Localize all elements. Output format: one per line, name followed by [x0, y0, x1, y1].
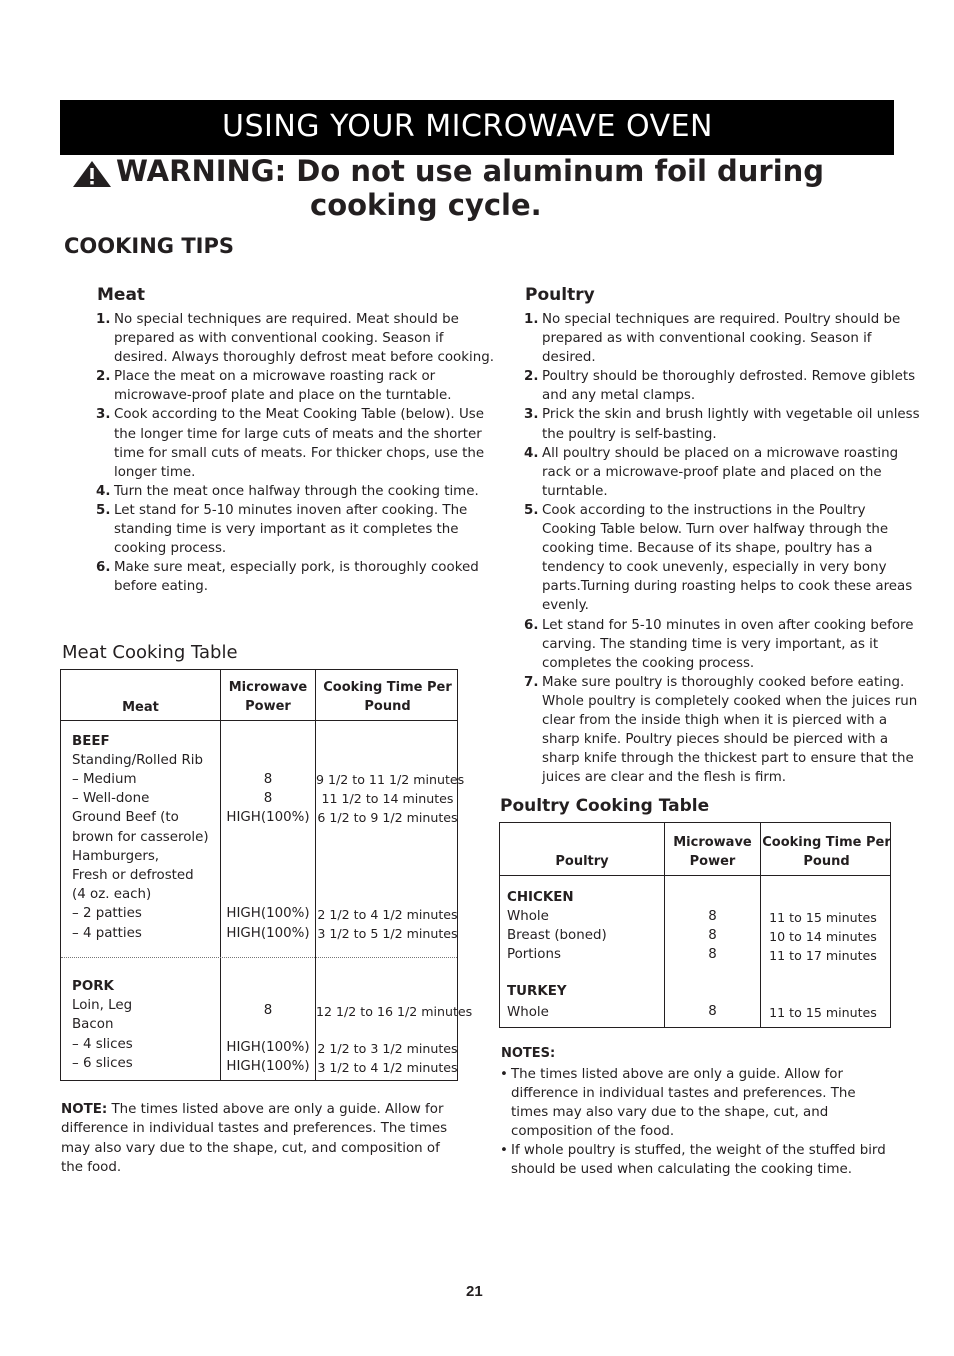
meat-note	[61, 1100, 461, 1177]
step-text: All poultry should be placed on a microwave roasting rack or a microwave-proof plate and placed on the turntable.	[542, 445, 899, 499]
poultry-step	[524, 444, 924, 501]
table-cell: – 6 slices	[72, 1056, 133, 1071]
table-dotted-rule	[61, 957, 457, 958]
note-item: • If whole poultry is stuffed, the weight of the stuffed bird should be used when calculating the cooking time.	[500, 1141, 890, 1179]
pork-label: PORK	[72, 979, 114, 994]
beef-label: BEEF	[72, 734, 110, 749]
step-text: Make sure meat, especially pork, is thoroughly cooked before eating.	[114, 560, 479, 595]
poultry-cooking-table	[499, 822, 891, 1028]
table-cell: – 4 slices	[72, 1037, 133, 1052]
table-cell: HIGH(100%)	[226, 1040, 310, 1055]
table-cell: 8	[708, 909, 717, 924]
step-text: Let stand for 5-10 minutes inoven after cooking. The standing time is very important as it completes the cooking process.	[114, 502, 468, 557]
table-cell: HIGH(100%)	[226, 810, 310, 825]
step-number: 7.	[524, 674, 539, 690]
step-number: 4.	[96, 483, 111, 499]
table-cell: 3 1/2 to 5 1/2 minutes	[317, 926, 458, 941]
step-number: 2.	[524, 369, 539, 385]
table-cell: 12 1/2 to 16 1/2 minutes	[316, 1004, 473, 1019]
table-cell: 11 to 17 minutes	[769, 948, 877, 963]
table-cell: HIGH(100%)	[226, 906, 310, 921]
table-cell: 9 1/2 to 11 1/2 minutes	[316, 772, 465, 787]
table-header-rule	[61, 720, 457, 721]
note-item: • The times listed above are only a guide. Allow for difference in individual tastes and preferences. The times may also vary due to the shape, cut, and composition of the food.	[500, 1065, 890, 1141]
table-cell: 2 1/2 to 3 1/2 minutes	[317, 1041, 458, 1056]
meat-step	[96, 367, 496, 405]
table-cell: – Well-done	[72, 791, 150, 806]
table-cell: Ground Beef (to	[72, 810, 179, 825]
table-cell: 11 to 15 minutes	[769, 1005, 877, 1020]
table-cell: HIGH(100%)	[226, 926, 310, 941]
table-cell: Whole	[507, 1005, 549, 1020]
table-header-meat: Meat	[122, 700, 159, 715]
step-text: Prick the skin and brush lightly with vegetable oil unless the poultry is self-basting.	[542, 407, 920, 442]
step-text: Cook according to the Meat Cooking Table (below). Use the longer time for large cuts of meats and the shorter time for small cuts of meats. For thicker chops, use the longer time.	[114, 407, 485, 480]
table-cell: HIGH(100%)	[226, 1059, 310, 1074]
note-text: The times listed above are only a guide. Allow for difference in individual tastes and preferences. The times may also vary due to the shape, cut, and composition of the food.	[61, 1102, 448, 1175]
step-text: Turn the meat once halfway through the cooking time.	[114, 483, 479, 499]
table-cell: Fresh or defrosted	[72, 868, 194, 883]
meat-table-caption: Meat Cooking Table	[62, 642, 238, 663]
table-cell: 8	[263, 772, 273, 787]
meat-step	[96, 310, 496, 367]
table-header-rule	[500, 875, 890, 876]
step-text: Cook according to the instructions in the Poultry Cooking Table below. Turn over halfway through the cooking time. Because of its shape, poultry has a tendency to cook unevenly, especially in very bony parts.Turning during roasting helps to cook these areas evenly.	[542, 502, 913, 614]
meat-step	[96, 558, 496, 596]
step-number: 5.	[524, 502, 539, 518]
chicken-label: CHICKEN	[507, 890, 574, 905]
table-cell: Standing/Rolled Rib	[72, 753, 204, 768]
meat-step	[96, 405, 496, 481]
table-cell: Breast (boned)	[507, 928, 607, 943]
table-cell: Loin, Leg	[72, 998, 133, 1013]
poultry-notes-list	[500, 1065, 890, 1180]
table-header-time: Cooking Time Per Pound	[323, 680, 452, 714]
table-cell: 8	[708, 947, 717, 962]
table-cell: – 2 patties	[72, 906, 142, 921]
table-cell: brown for casserole)	[72, 830, 209, 845]
table-cell: Bacon	[72, 1017, 114, 1032]
page-title: USING YOUR MICROWAVE OVEN	[222, 109, 713, 144]
table-header-poultry: Poultry	[555, 854, 609, 869]
notes-label: NOTES:	[501, 1046, 556, 1061]
warning-triangle-icon	[72, 160, 112, 188]
step-number: 4.	[524, 445, 539, 461]
poultry-steps-list	[524, 310, 924, 787]
table-cell: 2 1/2 to 4 1/2 minutes	[317, 907, 458, 922]
section-title: COOKING TIPS	[64, 234, 234, 258]
poultry-step	[524, 673, 924, 788]
step-number: 2.	[96, 369, 111, 385]
meat-cooking-table	[60, 669, 473, 1081]
poultry-step	[524, 616, 924, 673]
table-cell: 6 1/2 to 9 1/2 minutes	[317, 810, 458, 825]
step-number: 3.	[96, 407, 111, 423]
step-text: Poultry should be thoroughly defrosted. Remove giblets and any metal clamps.	[542, 369, 916, 404]
table-cell: – Medium	[72, 772, 137, 787]
meat-heading: Meat	[97, 285, 146, 305]
table-cell: Hamburgers,	[72, 849, 160, 864]
step-number: 1.	[96, 312, 111, 327]
step-text: Place the meat on a microwave roasting rack or microwave-proof plate and place on the turntable.	[114, 369, 452, 404]
table-cell: Whole	[507, 909, 549, 924]
note-label: NOTE:	[61, 1102, 108, 1117]
step-number: 5.	[96, 502, 111, 518]
warning-text-line1: WARNING: Do not use aluminum foil during	[116, 154, 825, 188]
page-number: 21	[466, 1283, 483, 1300]
table-cell: 10 to 14 minutes	[769, 929, 877, 944]
poultry-heading: Poultry	[525, 285, 595, 305]
poultry-step	[524, 367, 924, 405]
step-number: 6.	[96, 560, 111, 576]
poultry-step	[524, 310, 924, 367]
table-cell: 8	[708, 928, 717, 943]
table-header-power: Microwave Power	[228, 680, 308, 714]
table-cell: (4 oz. each)	[72, 887, 152, 902]
table-header-time: Cooking Time Per Pound	[762, 835, 891, 869]
table-header-power: Microwave Power	[673, 835, 752, 869]
poultry-step	[524, 405, 924, 443]
meat-steps-list	[96, 310, 496, 596]
table-cell: 8	[708, 1004, 717, 1019]
meat-step	[96, 501, 496, 558]
step-number: 1.	[524, 312, 539, 327]
warning-text-line2: cooking cycle.	[310, 188, 542, 222]
step-text: Make sure poultry is thoroughly cooked before eating. Whole poultry is completely cooked when the juices run clear from the inside thigh when it is pierced with a sharp knife. Poultry pieces should be pierced with a sharp knife through the thickest part to ensure that the juices are clear and the flesh is firm.	[542, 674, 918, 786]
step-text: Let stand for 5-10 minutes in oven after cooking before carving. The standing time is very important, as it completes the cooking process.	[542, 617, 914, 671]
step-text: No special techniques are required. Poultry should be prepared as with conventional cooking. Season if desired.	[542, 312, 901, 366]
step-number: 6.	[524, 617, 539, 633]
step-text: No special techniques are required. Meat should be prepared as with conventional cooking. Season if desired. Always thoroughly defrost meat before cooking.	[114, 312, 494, 366]
table-cell: 3 1/2 to 4 1/2 minutes	[317, 1060, 458, 1075]
meat-step	[96, 482, 496, 501]
poultry-step	[524, 501, 924, 616]
table-cell: 11 1/2 to 14 minutes	[321, 791, 454, 806]
table-cell: 8	[263, 791, 273, 806]
table-cell: 8	[263, 1003, 273, 1018]
turkey-label: TURKEY	[507, 984, 567, 999]
poultry-table-caption: Poultry Cooking Table	[500, 796, 710, 816]
table-cell: – 4 patties	[72, 926, 142, 941]
step-number: 3.	[524, 407, 539, 423]
table-cell: Portions	[507, 947, 561, 962]
table-cell: 11 to 15 minutes	[769, 910, 877, 925]
